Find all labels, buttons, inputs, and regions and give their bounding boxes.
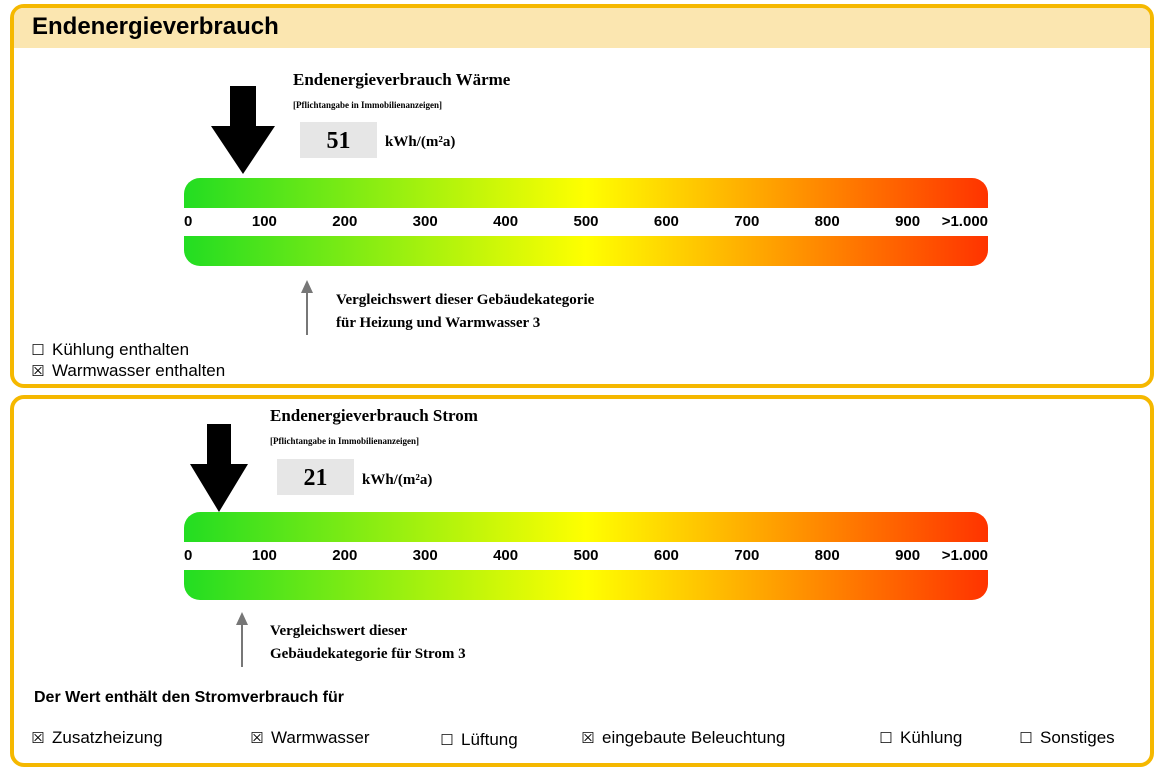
option-box[interactable]: ☐ xyxy=(440,732,454,749)
scale-tick-label: 0 xyxy=(184,213,193,230)
option-sonstiges[interactable] xyxy=(1018,728,1115,748)
power-comparison-line1: Vergleichswert dieser xyxy=(270,623,408,639)
power-panel xyxy=(10,395,1154,767)
scale-tick-label: 800 xyxy=(814,213,840,230)
option-box[interactable]: ☒ xyxy=(250,730,264,747)
scale-tick-label: 400 xyxy=(493,547,519,564)
scale-tick-label: 800 xyxy=(814,547,840,564)
option-label: Zusatzheizung xyxy=(52,728,163,747)
panel-header xyxy=(14,8,1150,48)
scale-bar-top xyxy=(184,512,988,542)
option-zusatzheizung[interactable] xyxy=(30,728,163,748)
heat-value: 51 xyxy=(300,122,377,158)
heat-comparison-arrow xyxy=(300,280,314,336)
option-label: Warmwasser xyxy=(271,728,370,747)
scale-tick-label: 500 xyxy=(573,213,599,230)
scale-bar-top xyxy=(184,178,988,208)
heat-panel xyxy=(10,4,1154,388)
option-box[interactable]: ☐ xyxy=(879,730,893,747)
scale-tick-label: 700 xyxy=(734,213,760,230)
scale-tick-label: 700 xyxy=(734,547,760,564)
power-title: Endenergieverbrauch Strom xyxy=(270,406,478,425)
heat-title: Endenergieverbrauch Wärme xyxy=(293,70,511,89)
checkbox-cooling[interactable] xyxy=(30,340,189,360)
option-box[interactable]: ☐ xyxy=(1019,730,1033,747)
heat-comparison-label xyxy=(336,289,594,335)
scale-tick-label: 200 xyxy=(332,213,358,230)
option-label: Kühlung xyxy=(900,728,963,747)
scale-tick-label: >1.000 xyxy=(941,547,988,564)
power-comparison-arrow xyxy=(235,612,249,668)
option-box[interactable]: ☒ xyxy=(31,730,45,747)
option-beleuchtung[interactable] xyxy=(580,728,785,748)
option-warmwasser[interactable] xyxy=(249,728,370,748)
scale-tick-label: >1.000 xyxy=(941,213,988,230)
power-comparison-label xyxy=(270,620,466,666)
scale-tick-label: 200 xyxy=(332,547,358,564)
scale-tick-label: 400 xyxy=(493,213,519,230)
scale-tick-label: 900 xyxy=(895,547,921,564)
scale-ticks xyxy=(184,542,988,570)
power-note: [Pflichtangabe in Immobilienanzeigen] xyxy=(270,436,419,446)
power-unit: kWh/(m²a) xyxy=(362,472,433,488)
checkbox-water[interactable] xyxy=(30,361,225,381)
scale-tick-label: 900 xyxy=(895,213,921,230)
scale-bar-bottom xyxy=(184,570,988,600)
checkbox-water-label: Warmwasser enthalten xyxy=(52,361,226,380)
scale-tick-label: 0 xyxy=(184,547,193,564)
scale-ticks xyxy=(184,208,988,236)
scale-tick-label: 300 xyxy=(412,547,438,564)
heat-note: [Pflichtangabe in Immobilienanzeigen] xyxy=(293,100,442,110)
option-label: Sonstiges xyxy=(1040,728,1115,747)
heat-comparison-line2: für Heizung und Warmwasser 3 xyxy=(336,315,541,331)
includes-title: Der Wert enthält den Stromverbrauch für xyxy=(34,689,344,706)
heat-unit: kWh/(m²a) xyxy=(385,134,456,150)
option-kuehlung[interactable] xyxy=(878,728,962,748)
power-value: 21 xyxy=(277,459,354,495)
power-value-arrow xyxy=(190,424,248,514)
scale-tick-label: 100 xyxy=(251,547,277,564)
checkbox-water-box[interactable]: ☒ xyxy=(31,363,45,380)
checkbox-cooling-label: Kühlung enthalten xyxy=(52,340,190,359)
heat-scale xyxy=(184,178,988,266)
checkbox-cooling-box[interactable]: ☐ xyxy=(31,342,45,359)
scale-tick-label: 300 xyxy=(412,213,438,230)
option-box[interactable]: ☒ xyxy=(581,730,595,747)
page-title: Endenergieverbrauch xyxy=(32,13,279,40)
scale-tick-label: 100 xyxy=(251,213,277,230)
scale-tick-label: 600 xyxy=(653,547,679,564)
heat-comparison-line1: Vergleichswert dieser Gebäudekategorie xyxy=(336,292,595,308)
heat-value-arrow xyxy=(211,86,275,178)
scale-tick-label: 600 xyxy=(653,213,679,230)
option-label: eingebaute Beleuchtung xyxy=(602,728,786,747)
scale-bar-bottom xyxy=(184,236,988,266)
option-lueftung[interactable] xyxy=(439,730,518,750)
scale-tick-label: 500 xyxy=(573,547,599,564)
power-scale xyxy=(184,512,988,600)
option-label: Lüftung xyxy=(461,730,518,749)
power-comparison-line2: Gebäudekategorie für Strom 3 xyxy=(270,646,466,662)
